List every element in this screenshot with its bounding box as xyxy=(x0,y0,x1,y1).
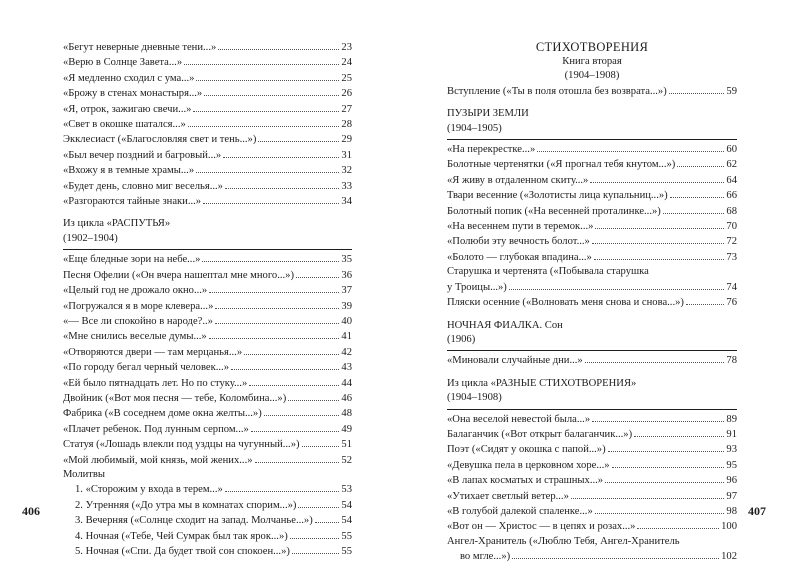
toc-entry[interactable] xyxy=(63,71,352,86)
entry-title: «Погружался я в море клевера...» xyxy=(63,300,214,312)
entry-page: 89 xyxy=(726,413,737,425)
toc-entry[interactable] xyxy=(447,295,737,310)
toc-entry[interactable] xyxy=(447,188,737,203)
entry-page: 33 xyxy=(341,180,352,192)
toc-list-puzyri xyxy=(447,142,737,265)
entry-title: во мгле...») xyxy=(460,551,511,563)
book-heading: СТИХОТВОРЕНИЯ xyxy=(535,40,649,54)
section-title-fialka: НОЧНАЯ ФИАЛКА. Сон xyxy=(447,319,563,331)
entry-page: 52 xyxy=(341,454,352,466)
entry-page: 55 xyxy=(341,546,352,557)
toc-entry[interactable] xyxy=(63,132,352,147)
entry-page: 100 xyxy=(721,521,737,533)
entry-title: «Болото — глубокая впадина...» xyxy=(447,251,592,263)
entry-page: 43 xyxy=(341,362,352,374)
entry-title: «Я живу в отдаленном скиту...» xyxy=(447,174,589,186)
toc-entry[interactable] xyxy=(447,219,737,234)
entry-page: 41 xyxy=(341,331,352,343)
entry-title: «Целый год не дрожало окно...» xyxy=(63,285,208,297)
entry-page: 46 xyxy=(341,392,352,404)
entry-page: 59 xyxy=(726,85,737,97)
entry-title: «Отворяются двери — там мерцанья...» xyxy=(63,346,243,358)
toc-entry[interactable] xyxy=(447,204,737,219)
entry-page: 25 xyxy=(341,72,352,84)
entry-title: Песня Офелии («Он вчера нашептал мне много...») xyxy=(63,269,294,281)
toc-entry[interactable] xyxy=(75,544,352,559)
entry-page: 39 xyxy=(341,300,352,312)
entry-page: 93 xyxy=(726,444,737,456)
toc-entry[interactable] xyxy=(447,489,737,504)
entry-title: Двойник («Вот моя песня — тебе, Коломбина...») xyxy=(63,392,287,404)
section-divider xyxy=(447,409,737,410)
entry-page: 54 xyxy=(341,499,352,511)
entry-page: 64 xyxy=(726,174,737,186)
entry-title: Твари весенние («Золотисты лица купальниц...») xyxy=(447,190,668,202)
section-title-puzyri: ПУЗЫРИ ЗЕМЛИ xyxy=(447,108,529,120)
toc-entry-multiline-end[interactable] xyxy=(447,549,737,564)
toc-entry[interactable] xyxy=(63,314,352,329)
entry-title: «По городу бегал черный человек...» xyxy=(63,362,229,374)
toc-entry[interactable] xyxy=(447,442,737,457)
entry-page: 28 xyxy=(341,119,352,131)
section-years-rasputya: (1902–1904) xyxy=(63,232,118,244)
entry-page: 72 xyxy=(726,236,737,248)
toc-entry[interactable] xyxy=(63,194,352,209)
section-divider xyxy=(63,249,352,250)
entry-page: 34 xyxy=(341,196,352,208)
entry-page: 37 xyxy=(341,285,352,297)
entry-page: 53 xyxy=(341,484,352,496)
toc-entry[interactable] xyxy=(63,117,352,132)
toc-entry[interactable] xyxy=(63,437,352,452)
toc-entry[interactable] xyxy=(75,513,352,528)
entry-title: «Я медленно сходил с ума...» xyxy=(63,72,195,84)
section-years-fialka: (1906) xyxy=(447,333,476,345)
section-title-raznye: Из цикла «РАЗНЫЕ СТИХОТВОРЕНИЯ» xyxy=(447,377,637,389)
toc-entry[interactable] xyxy=(63,55,352,70)
entry-title: «Свет в окошке шатался...» xyxy=(63,119,186,131)
entry-page: 76 xyxy=(726,297,737,309)
toc-entry[interactable] xyxy=(447,142,737,157)
toc-entry[interactable] xyxy=(447,157,737,172)
entry-title: Фабрика («В соседнем доме окна желты...») xyxy=(63,408,262,420)
entry-page: 40 xyxy=(341,315,352,327)
entry-title: Вступление («Ты в поля отошла без возврата...») xyxy=(447,85,667,97)
toc-entry-intro[interactable] xyxy=(447,84,737,99)
entry-title: «Разгораются тайные знаки...» xyxy=(63,196,202,208)
page-number-left: 406 xyxy=(22,504,40,518)
entry-page: 97 xyxy=(726,490,737,502)
entry-title: «Плачет ребенок. Под лунным серпом...» xyxy=(63,423,249,435)
entry-title: Болотный попик («На весенней проталинке...») xyxy=(447,205,661,217)
entry-page: 96 xyxy=(726,475,737,487)
toc-entry[interactable] xyxy=(63,40,352,55)
entry-page: 73 xyxy=(726,251,737,263)
entry-page: 78 xyxy=(726,355,737,367)
entry-page: 51 xyxy=(341,439,352,451)
entry-page: 68 xyxy=(726,205,737,217)
entry-page: 31 xyxy=(341,149,352,161)
toc-list-fialka xyxy=(447,353,737,368)
entry-page: 54 xyxy=(341,515,352,527)
toc-entry-multiline-start[interactable]: Старушка и чертенята («Побывала старушка xyxy=(447,266,649,278)
toc-entry[interactable] xyxy=(447,504,737,519)
entry-page: 29 xyxy=(341,134,352,146)
toc-entry[interactable] xyxy=(447,519,737,534)
entry-title: «Будет день, словно миг веселья...» xyxy=(63,180,223,192)
entry-page: 74 xyxy=(726,281,737,293)
entry-title: «Вот он — Христос — в цепях и розах...» xyxy=(447,521,636,533)
entry-title: «Верю в Солнце Завета...» xyxy=(63,57,183,69)
entry-page: 32 xyxy=(341,165,352,177)
toc-entry[interactable] xyxy=(63,283,352,298)
section-years-puzyri: (1904–1905) xyxy=(447,122,502,134)
toc-entry[interactable] xyxy=(63,360,352,375)
entry-title: «На весеннем пути в теремок...» xyxy=(447,221,594,233)
entry-page: 49 xyxy=(341,423,352,435)
section-divider xyxy=(447,139,737,140)
entry-title: «Девушка пела в церковном хоре...» xyxy=(447,459,610,471)
entry-page: 70 xyxy=(726,221,737,233)
toc-entry[interactable] xyxy=(63,102,352,117)
toc-entry[interactable] xyxy=(63,252,352,267)
entry-page: 42 xyxy=(341,346,352,358)
entry-title: Поэт («Сидят у окошка с папой...») xyxy=(447,444,606,456)
entry-page: 102 xyxy=(721,551,737,563)
entry-title: Пляски осенние («Волновать меня снова и снова...») xyxy=(447,297,684,309)
entry-title: «Еще бледные зори на небе...» xyxy=(63,254,201,266)
entry-title: «Ей было пятнадцать лет. Но по стуку...» xyxy=(63,377,248,389)
toc-list-rasputya xyxy=(63,252,352,468)
entry-page: 35 xyxy=(341,254,352,266)
entry-title: Статуя («Лошадь влекли под уздцы на чугунный...») xyxy=(63,439,300,451)
entry-title: «Брожу в стенах монастыря...» xyxy=(63,88,203,100)
toc-entry[interactable] xyxy=(447,473,737,488)
entry-title: Балаганчик («Вот открыт балаганчик...») xyxy=(447,428,633,440)
prayers-title: Молитвы xyxy=(63,468,106,480)
toc-entry[interactable] xyxy=(63,163,352,178)
entry-page: 44 xyxy=(341,377,352,389)
toc-entry[interactable] xyxy=(447,250,737,265)
entry-title: «Мне снились веселые думы...» xyxy=(63,331,207,343)
entry-page: 62 xyxy=(726,159,737,171)
entry-page: 36 xyxy=(341,269,352,281)
entry-title: «Я, отрок, зажигаю свечи...» xyxy=(63,103,192,115)
toc-entry[interactable] xyxy=(447,353,737,368)
toc-entry[interactable] xyxy=(75,498,352,513)
entry-page: 23 xyxy=(341,42,352,53)
toc-entry[interactable] xyxy=(63,376,352,391)
toc-entry[interactable] xyxy=(447,458,737,473)
toc-list-prayers xyxy=(63,482,352,559)
entry-page: 60 xyxy=(726,144,737,156)
entry-title: 5. Ночная («Спи. Да будет твой сон спокоен...») xyxy=(75,546,290,557)
entry-title: «Мой любимый, мой князь, мой жених...» xyxy=(63,454,253,466)
toc-entry[interactable] xyxy=(63,179,352,194)
toc-entry[interactable] xyxy=(75,529,352,544)
toc-entry[interactable] xyxy=(63,299,352,314)
toc-entry[interactable] xyxy=(63,422,352,437)
toc-entry[interactable] xyxy=(447,173,737,188)
section-divider xyxy=(447,350,737,351)
entry-page: 91 xyxy=(726,428,737,440)
entry-title: «Вхожу я в темные храмы...» xyxy=(63,165,195,177)
toc-entry[interactable] xyxy=(75,482,352,497)
entry-page: 98 xyxy=(726,505,737,517)
toc-entry[interactable] xyxy=(63,329,352,344)
toc-entry[interactable] xyxy=(447,427,737,442)
entry-title: 1. «Сторожим у входа в терем...» xyxy=(75,484,223,496)
entry-title: 2. Утренняя («До утра мы в комнатах спорим...») xyxy=(75,499,297,511)
toc-entry-multiline-end[interactable] xyxy=(447,280,737,295)
entry-title: «Она веселой невестой была...» xyxy=(447,413,591,425)
book-years: (1904–1908) xyxy=(564,70,620,82)
entry-title: «Был вечер поздний и багровый...» xyxy=(63,149,222,161)
right-page xyxy=(447,40,737,565)
toc-entry[interactable] xyxy=(63,391,352,406)
toc-entry-multiline-start[interactable]: Ангел-Хранитель («Люблю Тебя, Ангел-Хранитель xyxy=(447,535,680,547)
entry-title: у Троицы...») xyxy=(447,281,507,293)
entry-page: 55 xyxy=(341,530,352,542)
entry-title: Экклесиаст («Благословляя свет и тень...») xyxy=(63,134,257,146)
entry-title: «В лапах косматых и страшных...» xyxy=(447,475,604,487)
entry-title: «Утихает светлый ветер...» xyxy=(447,490,569,502)
toc-entry[interactable] xyxy=(63,406,352,421)
toc-entry[interactable] xyxy=(63,148,352,163)
entry-title: 4. Ночная («Тебе, Чей Сумрак был так ярок...») xyxy=(75,530,288,542)
entry-page: 26 xyxy=(341,88,352,100)
book-subtitle: Книга вторая xyxy=(562,56,622,67)
entry-page: 27 xyxy=(341,103,352,115)
entry-title: «Миновали случайные дни...» xyxy=(447,355,583,367)
entry-title: «На перекрестке...» xyxy=(447,144,536,156)
toc-list-top xyxy=(63,40,352,209)
left-page xyxy=(63,40,352,559)
entry-title: «Полюби эту вечность болот...» xyxy=(447,236,590,248)
section-years-raznye: (1904–1908) xyxy=(447,392,502,404)
toc-entry[interactable] xyxy=(447,412,737,427)
toc-entry[interactable] xyxy=(63,268,352,283)
entry-title: «Бегут неверные дневные тени...» xyxy=(63,42,217,53)
page-number-right: 407 xyxy=(748,504,766,518)
toc-entry[interactable] xyxy=(63,86,352,101)
toc-entry[interactable] xyxy=(63,453,352,468)
entry-title: «— Все ли спокойно в народе?..» xyxy=(63,315,213,327)
entry-title: «В голубой далекой спаленке...» xyxy=(447,505,593,517)
toc-entry[interactable] xyxy=(63,345,352,360)
section-title-rasputya: Из цикла «РАСПУТЬЯ» xyxy=(63,218,171,230)
entry-page: 95 xyxy=(726,459,737,471)
toc-entry[interactable] xyxy=(447,234,737,249)
entry-title: 3. Вечерняя («Солнце сходит на запад. Молчанье...») xyxy=(75,515,313,527)
entry-page: 24 xyxy=(341,57,352,69)
toc-list-raznye xyxy=(447,412,737,535)
entry-page: 48 xyxy=(341,408,352,420)
entry-title: Болотные чертенятки («Я прогнал тебя кнутом...») xyxy=(447,159,676,171)
entry-page: 66 xyxy=(726,190,737,202)
